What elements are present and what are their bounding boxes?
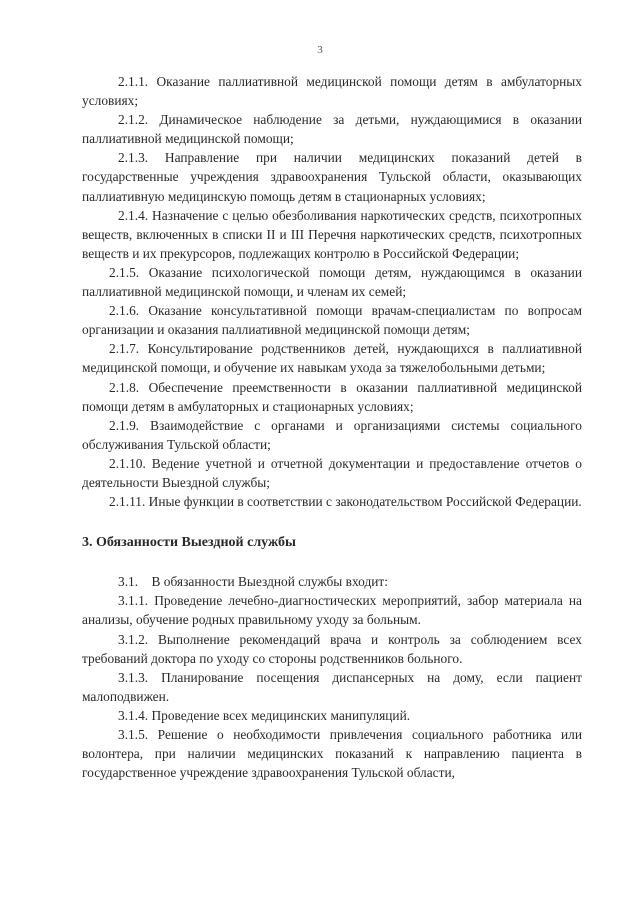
document-body: [82, 72, 582, 782]
item-2-1-6: 2.1.6. Оказание консультативной помощи врачам-специалистам по вопросам организации и оказания паллиативной медицинской помощи детям;: [82, 303, 582, 338]
item-2-1-5: 2.1.5. Оказание психологической помощи детям, нуждающимся в оказании паллиативной медицинской помощи, и членам их семей;: [82, 264, 582, 300]
page-number: 3: [317, 44, 323, 56]
item-2-1-7: 2.1.7. Консультирование родственников детей, нуждающихся в паллиативной медицинской помощи, и обучение их навыкам ухода за тяжелобольными детьми;: [82, 341, 582, 376]
item-2-1-2: 2.1.2. Динамическое наблюдение за детьми, нуждающимися в оказании паллиативной медицинской помощи;: [82, 112, 582, 147]
item-2-1-9: 2.1.9. Взаимодействие с органами и организациями системы социального обслуживания Тульской области;: [82, 417, 582, 452]
item-3-1-5: 3.1.5. Решение о необходимости привлечения социального работника или волонтера, при наличии медицинских показаний к направлению пациента в государственное учреждение здравоохранения Тульской области,: [82, 727, 582, 781]
item-3-1: 3.1. В обязанности Выездной службы входит:: [118, 574, 389, 590]
section-title: 3. Обязанности Выездной службы: [82, 535, 296, 551]
item-3-1-3: 3.1.3. Планирование посещения диспансерных на дому, если пациент малоподвижен.: [82, 669, 582, 704]
item-2-1-8: 2.1.8. Обеспечение преемственности в оказании паллиативной медицинской помощи детям в амбулаторных и стационарных условиях;: [82, 379, 582, 414]
item-2-1-11: 2.1.11. Иные функции в соответствии с законодательством Российской Федерации.: [109, 494, 582, 510]
item-3-1-4: 3.1.4. Проведение всех медицинских манипуляций.: [118, 707, 411, 723]
item-3-1-1: 3.1.1. Проведение лечебно-диагностических мероприятий, забор материала на анализы, обучение родных правильному уходу за больным.: [82, 593, 582, 628]
item-2-1-3: 2.1.3. Направление при наличии медицинских показаний детей в государственные учреждения здравоохранения Тульской области, оказывающих паллиативную медицинскую помощь детям в стационарных условиях;: [82, 150, 582, 204]
item-2-1-4: 2.1.4. Назначение с целью обезболивания наркотических средств, психотропных веществ, включенных в списки II и III Перечня наркотических средств, психотропных веществ и их прекурсоров, подлежащих контролю в Российской Федерации;: [82, 207, 582, 261]
item-3-1-2: 3.1.2. Выполнение рекомендаций врача и контроль за соблюдением всех требований доктора по уходу со стороны родственников больного.: [82, 631, 582, 666]
item-2-1-10: 2.1.10. Ведение учетной и отчетной документации и предоставление отчетов о деятельности Выездной службы;: [82, 455, 582, 490]
item-2-1-1: 2.1.1. Оказание паллиативной медицинской помощи детям в амбулаторных условиях;: [82, 74, 582, 109]
